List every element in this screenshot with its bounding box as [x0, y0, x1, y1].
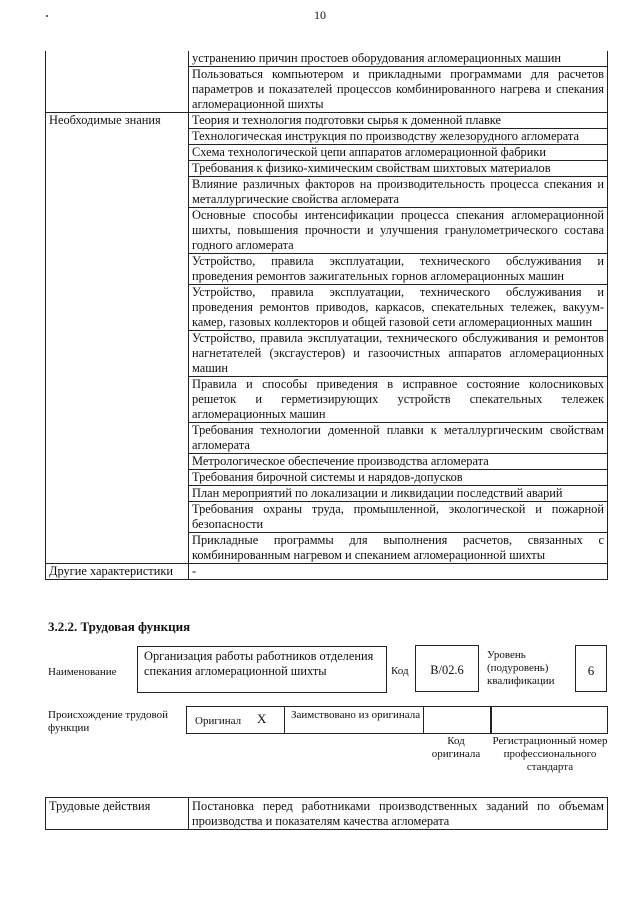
function-name-box — [137, 646, 387, 693]
row-label: Необходимые знания — [46, 113, 189, 564]
list-item: Пользоваться компьютером и прикладными программами для расчетов параметров и показателей процессов комбинированного нагрева и спекания агломерационной шихты — [189, 67, 608, 113]
knowledge-table — [45, 51, 608, 580]
list-item: Прикладные программы для выполнения расчетов, связанных с комбинированным нагревом и спеканием агломерационной шихты — [189, 533, 608, 564]
original-label: Оригинал — [195, 715, 242, 727]
function-name-value: Организация работы работников отделения спекания агломерационной шихты — [144, 649, 374, 678]
origin-row — [186, 706, 608, 734]
table-row — [46, 798, 608, 830]
scan-dot — [46, 15, 48, 17]
list-item: - — [189, 564, 608, 580]
original-mark: X — [257, 711, 267, 726]
table-row — [46, 564, 608, 580]
reg-number-cell — [491, 707, 607, 733]
list-item: Требования к физико-химическим свойствам шихтовых материалов — [189, 161, 608, 177]
code-original-caption: Код оригинала — [431, 735, 481, 760]
list-item: Теория и технология подготовки сырья к доменной плавке — [189, 113, 608, 129]
origin-label: Происхождение трудовой функции — [48, 709, 169, 734]
table-row — [46, 113, 608, 129]
section-title: 3.2.2. Трудовая функция — [48, 619, 191, 634]
list-item: Метрологическое обеспечение производства агломерата — [189, 454, 608, 470]
list-item: Правила и способы приведения в исправное состояние колосниковых решеток и герметизирующих устройств спекательных тележек агломерационных машин — [189, 377, 608, 423]
row-label: Другие характеристики — [46, 564, 189, 580]
original-cell — [187, 707, 285, 733]
name-label: Наименование — [48, 666, 117, 678]
level-label: Уровень (подуровень) квалификации — [487, 649, 555, 687]
list-item: План мероприятий по локализации и ликвидации последствий аварий — [189, 486, 608, 502]
level-value: 6 — [587, 663, 595, 678]
list-item: Устройство, правила эксплуатации, технического обслуживания и проведения ремонтов зажигательных горнов агломерационных машин — [189, 254, 608, 285]
list-item: Устройство, правила эксплуатации, технического обслуживания и ремонтов нагнетателей (эксгаустеров) и газоочистных аппаратов агломерационных машин — [189, 331, 608, 377]
borrowed-cell — [285, 707, 423, 733]
list-item: Основные способы интенсификации процесса спекания агломерационной шихты, повышения прочности и улучшения гранулометрического состава годного агломерата — [189, 208, 608, 254]
code-original-cell — [423, 707, 491, 733]
level-box — [575, 645, 607, 692]
row-label — [46, 51, 189, 113]
list-item: устранению причин простоев оборудования агломерационных машин — [189, 51, 608, 67]
list-item: Требования охраны труда, промышленной, экологической и пожарной безопасности — [189, 502, 608, 533]
list-item: Технологическая инструкция по производству железорудного агломерата — [189, 129, 608, 145]
table-row — [46, 51, 608, 67]
reg-number-caption: Регистрационный номер профессионального стандарта — [492, 735, 608, 773]
actions-table — [45, 797, 608, 830]
page-number: 10 — [314, 8, 326, 22]
list-item: Влияние различных факторов на производительность процесса спекания и металлургические свойства агломерата — [189, 177, 608, 208]
action-item: Постановка перед работниками производственных заданий по объемам производства и показателям качества агломерата — [189, 798, 608, 830]
list-item: Требования бирочной системы и нарядов-допусков — [189, 470, 608, 486]
list-item: Требования технологии доменной плавки к металлургическим свойствам агломерата — [189, 423, 608, 454]
code-label: Код — [391, 665, 409, 677]
actions-label: Трудовые действия — [46, 798, 189, 830]
list-item: Устройство, правила эксплуатации, технического обслуживания и проведения ремонтов приводов, каркасов, спекательных тележек, вакуум-камер, газовых коллекторов и общей газовой сети агломерационных машин — [189, 285, 608, 331]
code-value: B/02.6 — [430, 663, 464, 677]
borrowed-label: Заимствовано из оригинала — [291, 709, 421, 721]
code-box — [415, 645, 479, 692]
list-item: Схема технологической цепи аппаратов агломерационной фабрики — [189, 145, 608, 161]
